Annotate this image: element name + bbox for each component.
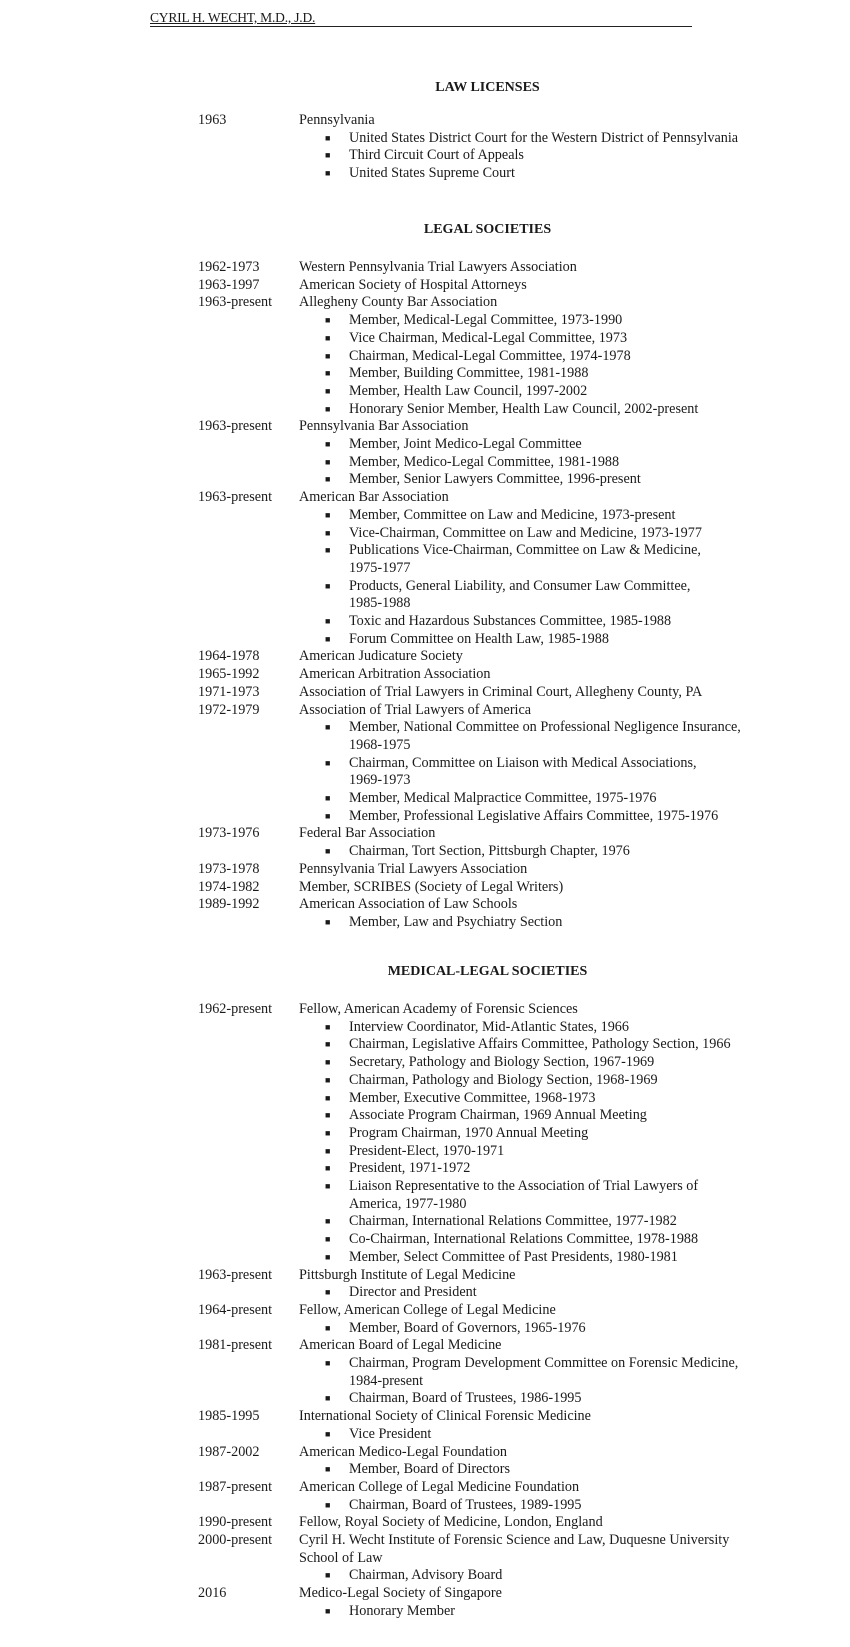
list-item-text: Member, Building Committee, 1981-1988 — [349, 365, 589, 382]
square-bullet-icon: ■ — [325, 527, 331, 538]
list-item-text: Chairman, Pathology and Biology Section, 1968-1969 — [349, 1071, 658, 1088]
entry-years: 1962-1973 — [198, 259, 260, 275]
square-bullet-icon: ■ — [325, 1039, 331, 1050]
entry-organization: Pennsylvania Trial Lawyers Association — [299, 860, 528, 877]
entry-years: 1963-present — [198, 1266, 273, 1283]
list-item-text: Chairman, Legislative Affairs Committee, Pathology Section, 1966 — [349, 1036, 731, 1053]
entry-organization: Medico-Legal Society of Singapore — [299, 1585, 502, 1602]
square-bullet-icon: ■ — [325, 1234, 331, 1245]
square-bullet-icon: ■ — [325, 1464, 331, 1475]
list-item-text: Honorary Member — [349, 1602, 455, 1619]
list-item-text: Chairman, Advisory Board — [349, 1567, 503, 1584]
entry-years: 1963 — [198, 112, 227, 128]
entry-organization: Fellow, American Academy of Forensic Sciences — [299, 1001, 578, 1017]
square-bullet-icon: ■ — [325, 132, 331, 143]
square-bullet-icon: ■ — [325, 1216, 331, 1227]
entry-years: 1962-present — [198, 1001, 273, 1017]
entry-organization: Association of Trial Lawyers in Criminal Court, Allegheny County, PA — [299, 683, 703, 700]
entry-years: 1974-1982 — [198, 878, 260, 895]
entry-organization: Fellow, American College of Legal Medicine — [299, 1301, 556, 1318]
entry-organization: American Medico-Legal Foundation — [299, 1443, 508, 1460]
section-title: LEGAL SOCIETIES — [423, 222, 552, 237]
list-item-text: Toxic and Hazardous Substances Committee, 1985-1988 — [349, 613, 672, 629]
list-item-text: Vice President — [349, 1425, 432, 1442]
list-item-text: President-Elect, 1970-1971 — [349, 1142, 505, 1159]
square-bullet-icon: ■ — [325, 916, 331, 927]
square-bullet-icon: ■ — [325, 1092, 331, 1103]
square-bullet-icon: ■ — [325, 1251, 331, 1262]
list-item-text: Chairman, Board of Trustees, 1989-1995 — [349, 1496, 582, 1513]
square-bullet-icon: ■ — [325, 1570, 331, 1581]
list-item-text: Interview Coordinator, Mid-Atlantic States, 1966 — [349, 1018, 629, 1035]
square-bullet-icon: ■ — [325, 150, 331, 161]
square-bullet-icon: ■ — [325, 1145, 331, 1156]
square-bullet-icon: ■ — [325, 403, 331, 414]
square-bullet-icon: ■ — [325, 1181, 331, 1191]
entry-years: 1990-present — [198, 1514, 273, 1531]
section-title: LAW LICENSES — [435, 80, 540, 95]
list-item-text: Vice-Chairman, Committee on Law and Medicine, 1973-1977 — [349, 524, 702, 541]
entry-organization: American College of Legal Medicine Foundation — [299, 1478, 580, 1495]
square-bullet-icon: ■ — [325, 509, 331, 520]
list-item-text: Member, Executive Committee, 1968-1973 — [349, 1089, 596, 1106]
entry-years: 1973-1978 — [198, 860, 260, 877]
list-item-text: Co-Chairman, International Relations Committee, 1978-1988 — [349, 1231, 699, 1248]
entry-years: 1971-1973 — [198, 683, 260, 700]
entry-years: 1963-present — [198, 294, 273, 311]
list-item-text: Member, Medical Malpractice Committee, 1975-1976 — [349, 790, 657, 806]
square-bullet-icon: ■ — [325, 1057, 331, 1068]
square-bullet-icon: ■ — [325, 350, 331, 361]
square-bullet-icon: ■ — [325, 545, 331, 556]
list-item-text: Products, General Liability, and Consumer Law Committee, — [349, 577, 691, 594]
square-bullet-icon: ■ — [325, 368, 331, 379]
list-item-text: Member, Joint Medico-Legal Committee — [349, 436, 582, 452]
square-bullet-icon: ■ — [325, 616, 331, 626]
square-bullet-icon: ■ — [325, 1499, 331, 1510]
list-item-text: 1984-present — [349, 1372, 424, 1389]
list-item-text: Member, Medico-Legal Committee, 1981-1988 — [349, 453, 620, 470]
entry-organization: Federal Bar Association — [299, 825, 436, 842]
entry-organization: American Bar Association — [299, 489, 449, 506]
entry-organization: American Judicature Society — [299, 648, 463, 665]
list-item-text: Chairman, Medical-Legal Committee, 1974-1978 — [349, 347, 631, 364]
entry-organization: American Board of Legal Medicine — [299, 1337, 502, 1354]
square-bullet-icon: ■ — [325, 315, 331, 326]
list-item-text: Secretary, Pathology and Biology Section, 1967-1969 — [349, 1054, 655, 1071]
entry-organization: Pennsylvania — [299, 112, 375, 128]
entry-years: 1964-present — [198, 1301, 273, 1318]
entry-organization: Western Pennsylvania Trial Lawyers Association — [299, 259, 577, 275]
list-item-text: Director and President — [349, 1284, 477, 1301]
list-item-text: Associate Program Chairman, 1969 Annual Meeting — [349, 1107, 647, 1124]
square-bullet-icon: ■ — [325, 1287, 331, 1298]
entry-organization: School of Law — [299, 1549, 383, 1566]
page-header — [150, 10, 692, 27]
list-item-text: Third Circuit Court of Appeals — [349, 147, 524, 164]
square-bullet-icon: ■ — [325, 332, 331, 343]
list-item-text: President, 1971-1972 — [349, 1160, 471, 1177]
square-bullet-icon: ■ — [325, 793, 331, 803]
list-item-text: Member, Law and Psychiatry Section — [349, 913, 563, 930]
entry-years: 1989-1992 — [198, 896, 260, 913]
square-bullet-icon: ■ — [325, 846, 331, 857]
list-item-text: Member, Board of Directors — [349, 1461, 510, 1478]
list-item-text: Publications Vice-Chairman, Committee on Law & Medicine, — [349, 542, 701, 559]
list-item-text: United States District Court for the Western District of Pennsylvania — [349, 129, 739, 146]
entry-years: 1963-1997 — [198, 276, 260, 293]
list-item-text: Member, Committee on Law and Medicine, 1973-present — [349, 506, 676, 523]
square-bullet-icon: ■ — [325, 1358, 331, 1368]
entry-organization: Allegheny County Bar Association — [299, 294, 498, 311]
entry-organization: Pennsylvania Bar Association — [299, 418, 469, 435]
entry-years: 1973-1976 — [198, 825, 260, 842]
list-item-text: 1985-1988 — [349, 595, 411, 612]
square-bullet-icon: ■ — [325, 1021, 331, 1032]
entry-years: 2000-present — [198, 1532, 273, 1548]
list-item-text: Member, Board of Governors, 1965-1976 — [349, 1319, 586, 1336]
list-item-text: Member, Senior Lawyers Committee, 1996-present — [349, 471, 641, 488]
square-bullet-icon: ■ — [325, 580, 331, 591]
list-item-text: Program Chairman, 1970 Annual Meeting — [349, 1124, 589, 1141]
list-item-text: Liaison Representative to the Association of Trial Lawyers of — [349, 1178, 699, 1194]
list-item-text: Chairman, Tort Section, Pittsburgh Chapter, 1976 — [349, 843, 630, 860]
entry-organization: Pittsburgh Institute of Legal Medicine — [299, 1266, 516, 1283]
list-item-text: 1968-1975 — [349, 736, 411, 753]
entry-organization: American Arbitration Association — [299, 666, 491, 683]
square-bullet-icon: ■ — [325, 1163, 331, 1174]
entry-years: 1972-1979 — [198, 701, 260, 718]
list-item-text: Forum Committee on Health Law, 1985-1988 — [349, 630, 609, 647]
square-bullet-icon: ■ — [325, 1127, 331, 1138]
entry-years: 1963-present — [198, 489, 273, 506]
square-bullet-icon: ■ — [325, 474, 331, 485]
square-bullet-icon: ■ — [325, 1110, 331, 1121]
entry-organization: Association of Trial Lawyers of America — [299, 701, 532, 718]
list-item-text: Honorary Senior Member, Health Law Council, 2002-present — [349, 400, 699, 417]
square-bullet-icon: ■ — [325, 1393, 331, 1404]
list-item-text: Member, Health Law Council, 1997-2002 — [349, 382, 588, 399]
list-item-text: Chairman, Committee on Liaison with Medical Associations, — [349, 754, 697, 771]
list-item-text: Member, Select Committee of Past Presidents, 1980-1981 — [349, 1248, 678, 1265]
entry-organization: International Society of Clinical Forensic Medicine — [299, 1408, 591, 1425]
square-bullet-icon: ■ — [325, 810, 331, 821]
entry-organization: American Society of Hospital Attorneys — [299, 276, 527, 293]
square-bullet-icon: ■ — [325, 385, 331, 396]
square-bullet-icon: ■ — [325, 722, 331, 733]
entry-years: 1964-1978 — [198, 648, 260, 665]
entry-years: 1963-present — [198, 418, 273, 435]
square-bullet-icon: ■ — [325, 168, 331, 179]
header-name: CYRIL H. WECHT, M.D., J.D. — [150, 10, 316, 25]
list-item-text: 1975-1977 — [349, 559, 411, 576]
list-item-text: Member, Professional Legislative Affairs Committee, 1975-1976 — [349, 807, 719, 824]
entry-organization: Cyril H. Wecht Institute of Forensic Science and Law, Duquesne University — [299, 1532, 730, 1548]
list-item-text: 1969-1973 — [349, 772, 411, 789]
section-title: MEDICAL-LEGAL SOCIETIES — [387, 964, 588, 979]
list-item-text: Vice Chairman, Medical-Legal Committee, 1973 — [349, 329, 628, 346]
list-item-text: United States Supreme Court — [349, 165, 515, 182]
list-item-text: Member, Medical-Legal Committee, 1973-1990 — [349, 312, 623, 329]
entry-years: 1965-1992 — [198, 666, 260, 683]
square-bullet-icon: ■ — [325, 439, 331, 449]
list-item-text: America, 1977-1980 — [349, 1195, 467, 1212]
square-bullet-icon: ■ — [325, 1428, 331, 1439]
entry-organization: Fellow, Royal Society of Medicine, London, England — [299, 1514, 603, 1531]
square-bullet-icon: ■ — [325, 757, 331, 768]
list-item-text: Chairman, Program Development Committee on Forensic Medicine, — [349, 1355, 739, 1371]
square-bullet-icon: ■ — [325, 456, 331, 467]
entry-organization: Member, SCRIBES (Society of Legal Writers) — [299, 878, 564, 895]
list-item-text: Chairman, Board of Trustees, 1986-1995 — [349, 1390, 582, 1407]
entry-years: 1987-present — [198, 1478, 273, 1495]
list-item-text: Member, National Committee on Professional Negligence Insurance, — [349, 719, 741, 736]
entry-years: 1981-present — [198, 1337, 273, 1354]
entry-years: 2016 — [198, 1585, 227, 1602]
entry-years: 1987-2002 — [198, 1443, 260, 1460]
square-bullet-icon: ■ — [325, 1322, 331, 1333]
square-bullet-icon: ■ — [325, 633, 331, 644]
list-item-text: Chairman, International Relations Committee, 1977-1982 — [349, 1213, 677, 1230]
square-bullet-icon: ■ — [325, 1074, 331, 1085]
entry-organization: American Association of Law Schools — [299, 896, 518, 913]
square-bullet-icon: ■ — [325, 1605, 331, 1616]
entry-years: 1985-1995 — [198, 1408, 260, 1425]
